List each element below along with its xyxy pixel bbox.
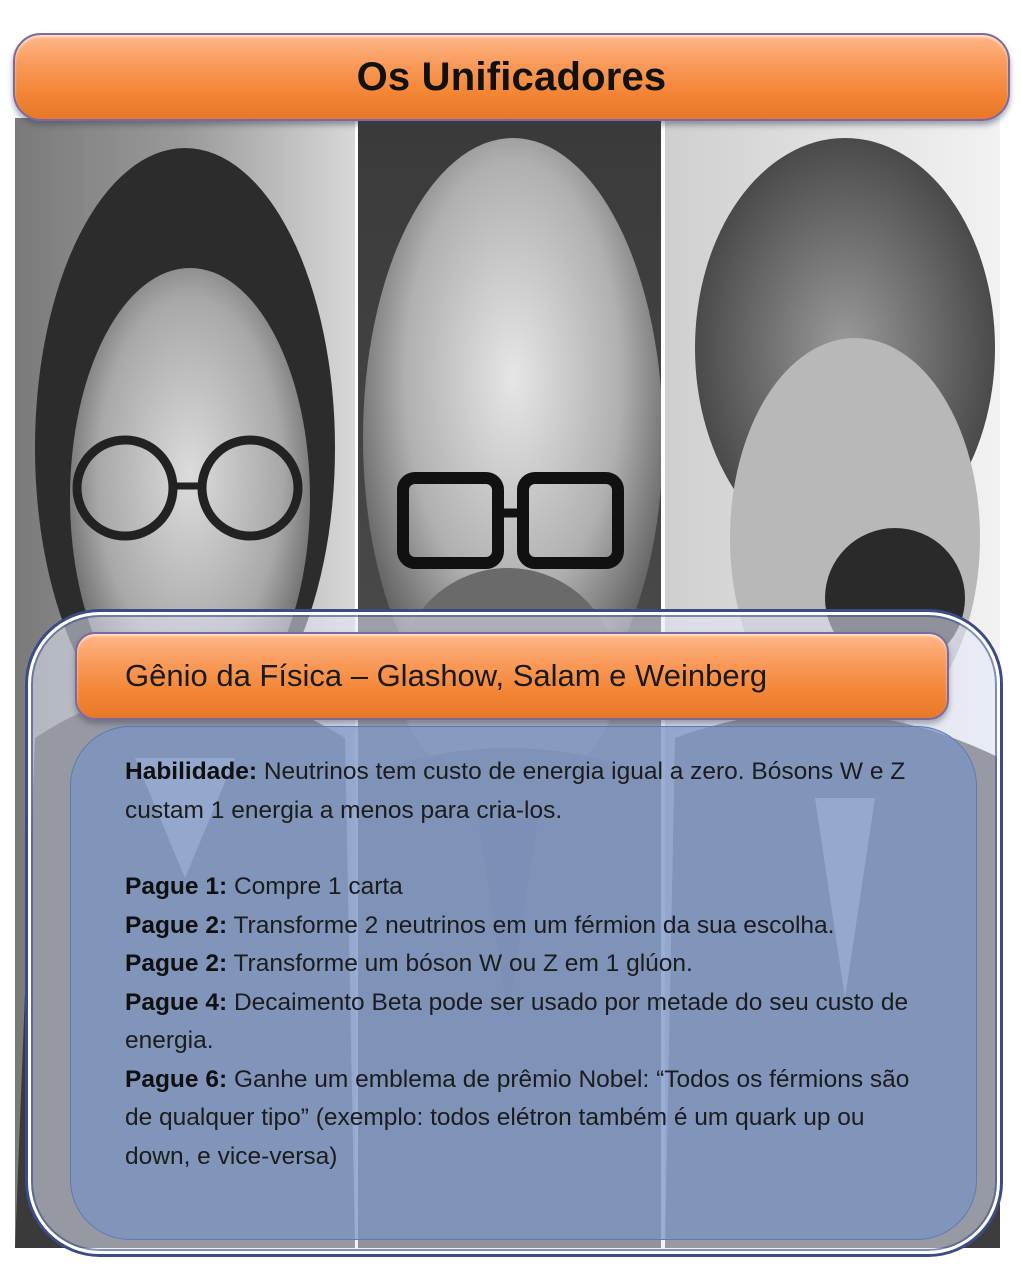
- cost-effect: Decaimento Beta pode ser usado por metade do seu custo de energia.: [125, 988, 909, 1054]
- ability-line: [125, 868, 936, 907]
- cost-label: Pague 6:: [125, 1065, 228, 1093]
- ability-line: [125, 1061, 936, 1177]
- card-title: Os Unificadores: [356, 54, 667, 99]
- cost-effect: Ganhe um emblema de prêmio Nobel: “Todos os férmions são de qualquer tipo” (exemplo: todos elétron também é um quark up ou down, e vice-versa): [125, 1065, 910, 1170]
- ability-line: [125, 984, 936, 1061]
- cost-label: Pague 4:: [125, 988, 228, 1016]
- cost-label: Pague 2:: [125, 911, 228, 939]
- ability-heading-label: Habilidade:: [125, 758, 258, 785]
- title-banner: [13, 33, 1010, 121]
- ability-panel: [70, 726, 977, 1240]
- cost-effect: Transforme 2 neutrinos em um férmion da sua escolha.: [233, 911, 835, 939]
- cost-label: Pague 1:: [125, 873, 228, 900]
- cost-effect: Compre 1 carta: [233, 873, 403, 900]
- spacer: [125, 830, 936, 868]
- card-subtitle: Gênio da Física – Glashow, Salam e Weinberg: [125, 658, 768, 693]
- ability-line: [125, 907, 936, 946]
- ability-heading: [125, 753, 936, 830]
- cost-label: Pague 2:: [125, 950, 228, 977]
- ability-heading-text: Neutrinos tem custo de energia igual a zero. Bósons W e Z custam 1 energia a menos para cria-los.: [125, 758, 906, 824]
- ability-line: [125, 945, 936, 984]
- ability-text: [125, 753, 936, 1176]
- subtitle-banner: [75, 632, 949, 720]
- cost-effect: Transforme um bóson W ou Z em 1 glúon.: [233, 950, 693, 977]
